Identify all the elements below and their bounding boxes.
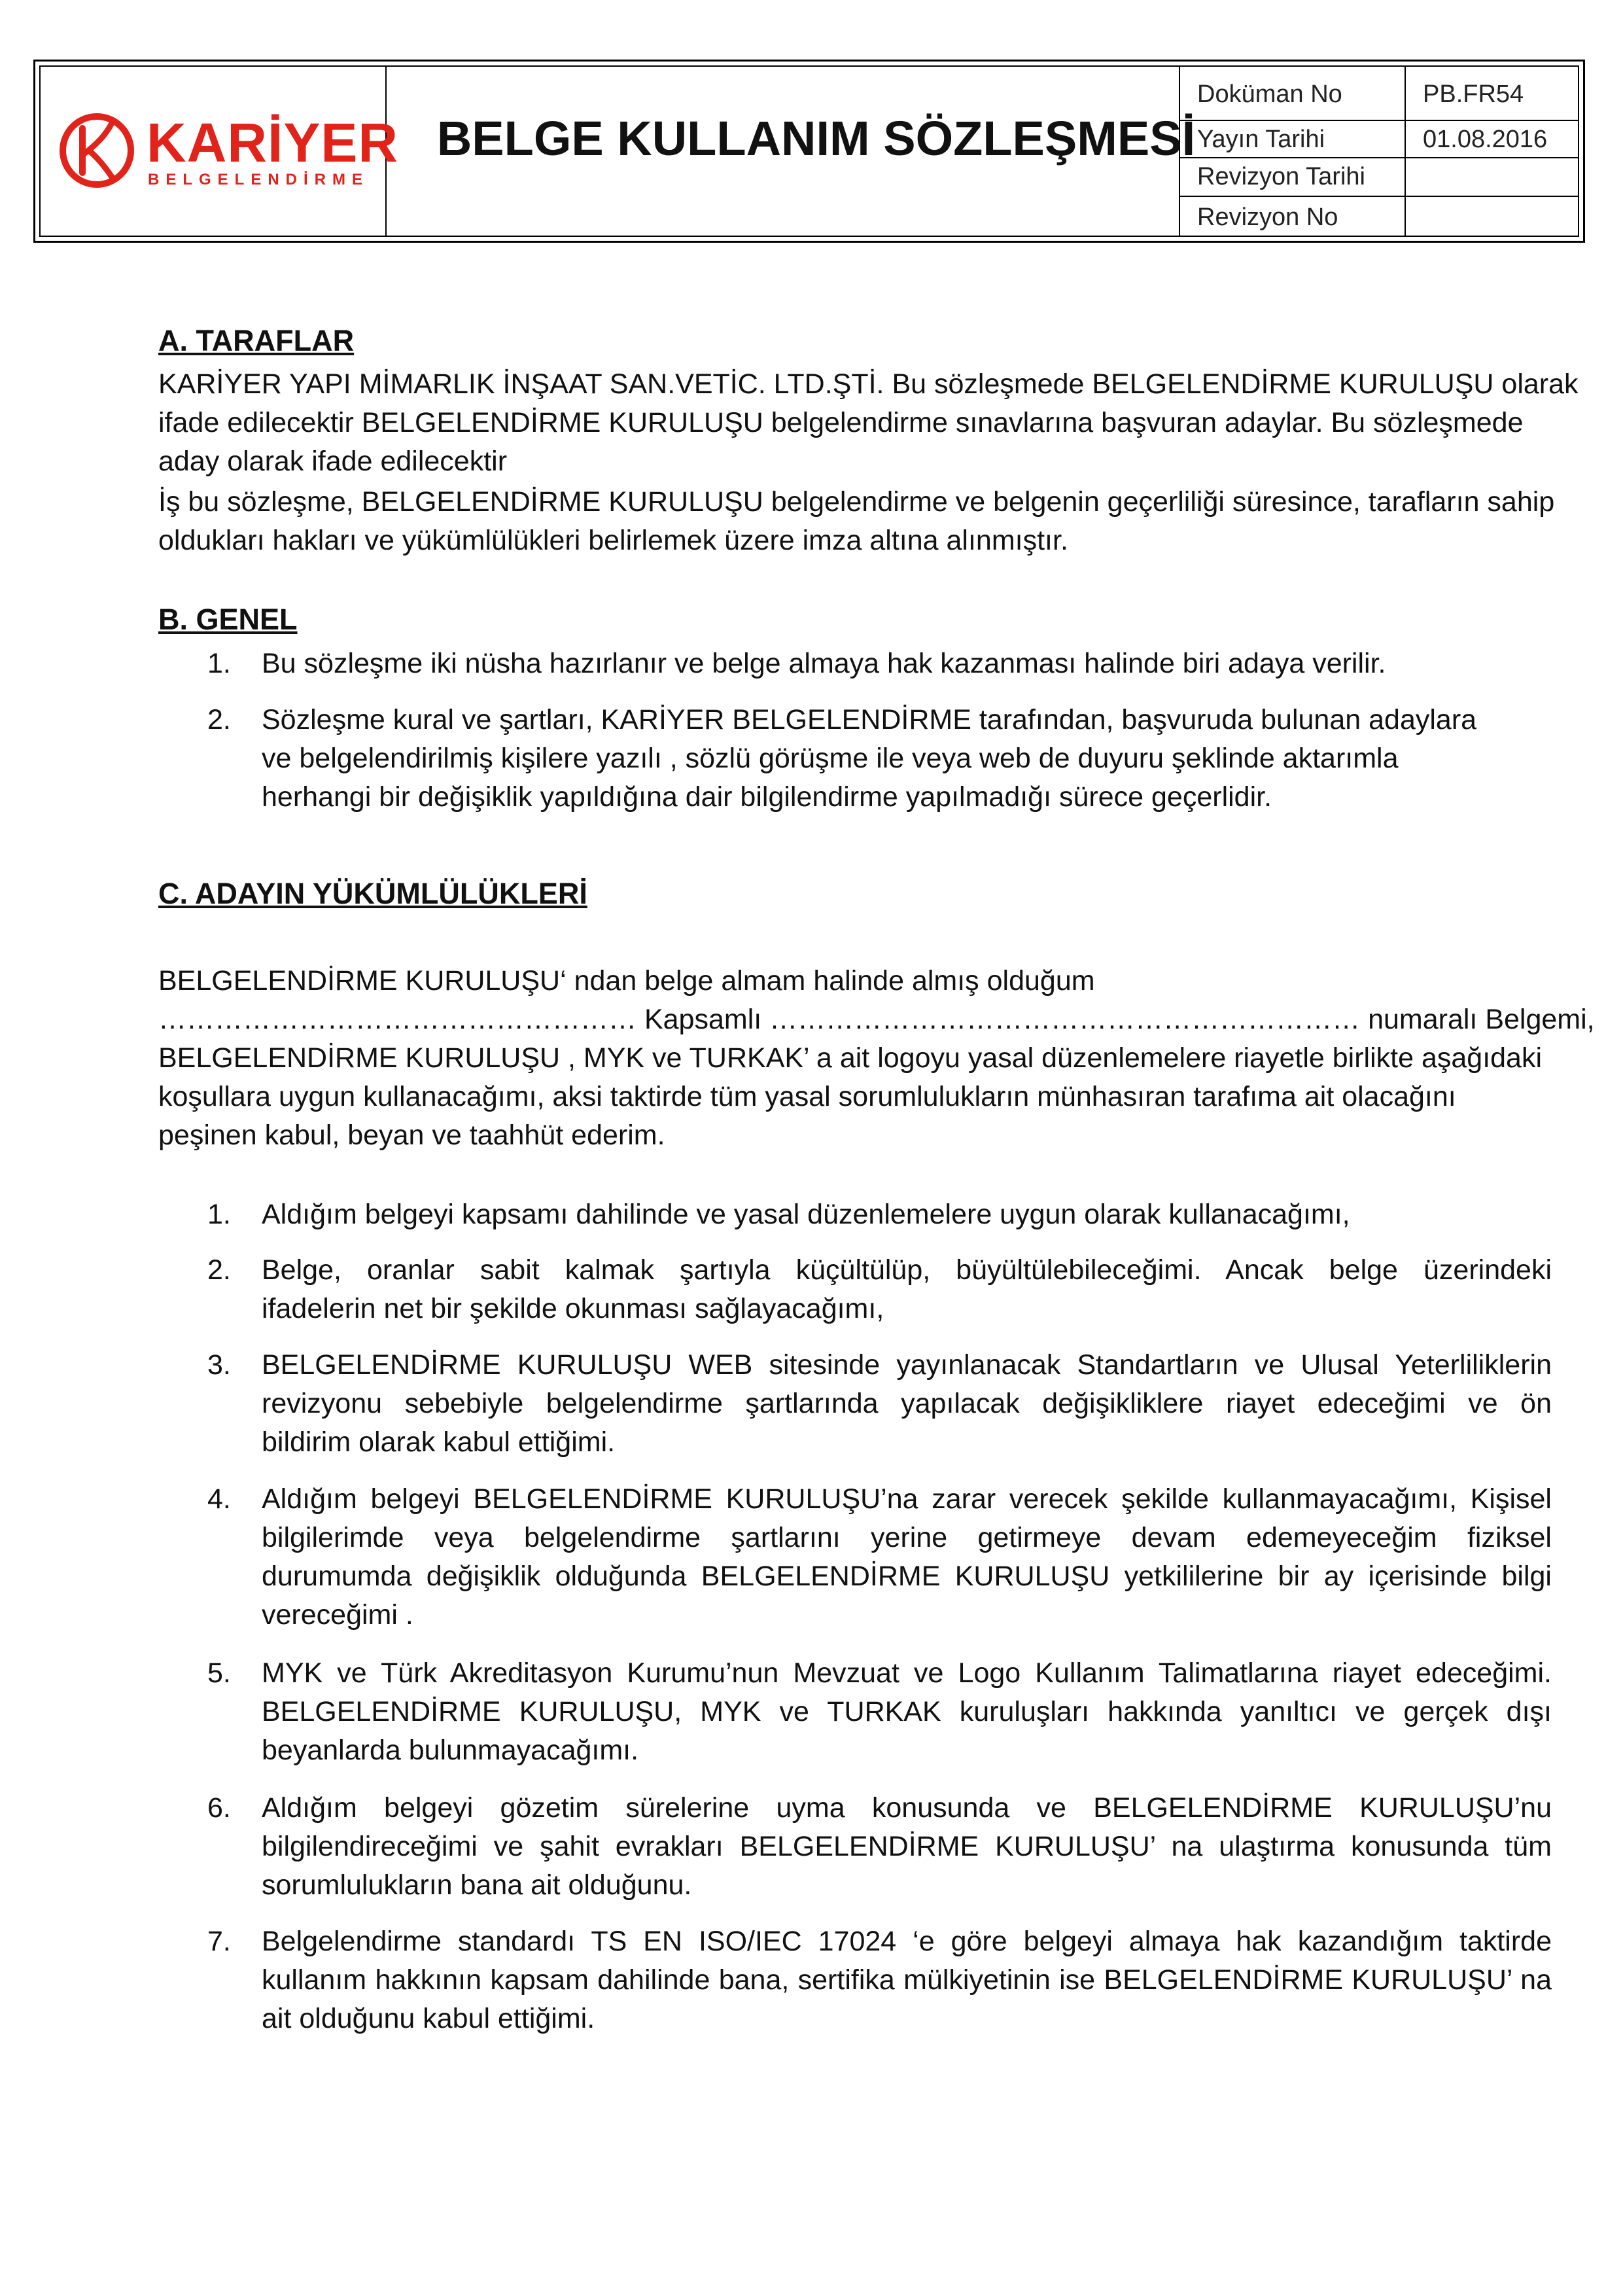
text-line: koşullara uygun kullanacağımı, aksi taktirde tüm yasal sorumlulukların münhasıran tarafıma ait olacağını [158, 1081, 1456, 1112]
item-number: 4. [207, 1483, 231, 1515]
logo-subtitle: BELGELENDİRME [148, 171, 370, 188]
text-line: İş bu sözleşme, BELGELENDİRME KURULUŞU belgelendirme ve belgenin geçerliliği süresince, tarafların sahip [158, 486, 1555, 518]
item-number: 7. [207, 1926, 231, 1957]
text-line: ifade edilecektir BELGELENDİRME KURULUŞU belgelendirme sınavlarına başvuran adaylar. Bu sözleşmede [158, 407, 1524, 438]
item-number: 1. [207, 648, 231, 679]
text-line: Sözleşme kural ve şartları, KARİYER BELGELENDİRME tarafından, başvuruda bulunan adaylara [262, 704, 1477, 735]
section-b-heading: B. GENEL [158, 603, 298, 636]
text-line: BELGELENDİRME KURULUŞU , MYK ve TURKAK’ a ait logoyu yasal düzenlemelere riayetle birlikte aşağıdaki [158, 1042, 1543, 1074]
text-line: ait olduğunu kabul ettiğimi. [262, 2003, 595, 2034]
item-number: 6. [207, 1792, 231, 1824]
text-line: herhangi bir değişiklik yapıldığına dair bilgilendirme yapılmadığı sürece geçerlidir. [262, 781, 1272, 813]
item-text [262, 1789, 1552, 1905]
text-line: Belgelendirme standardı TS EN ISO/IEC 17024 ‘e göre belgeyi almaya hak kazandığım taktirde [262, 1926, 1552, 1957]
text-line: KARİYER YAPI MİMARLIK İNŞAAT SAN.VETİC. LTD.ŞTİ. Bu sözleşmede BELGELENDİRME KURULUŞU olarak [158, 368, 1579, 400]
text-line: aday olarak ifade edilecektir [158, 446, 508, 477]
company-logo [56, 109, 399, 194]
text-line: Belge, oranlar sabit kalmak şartıyla küçültülüp, büyültülebileceğimi. Ancak belge üzerindeki [262, 1254, 1552, 1286]
text-line: bilgilendireceğimi ve şahit evrakları BELGELENDİRME KURULUŞU’ na ulaştırma konusunda tüm [262, 1831, 1552, 1862]
text-line: sorumlulukların bana ait olduğunu. [262, 1869, 692, 1901]
text-line: BELGELENDİRME KURULUŞU WEB sitesinde yayınlanacak Standartların ve Ulusal Yeterliliklerin [262, 1349, 1552, 1381]
text-line: peşinen kabul, beyan ve taahhüt ederim. [158, 1120, 665, 1151]
section-a-paragraph-2 [158, 483, 1555, 560]
publish-date-value: 01.08.2016 [1423, 126, 1548, 153]
text-line: Aldığım belgeyi BELGELENDİRME KURULUŞU’na zarar verecek şekilde kullanmayacağımı, Kişisel [262, 1483, 1552, 1515]
doc-no-label: Doküman No [1197, 80, 1342, 108]
text-line: ifadelerin net bir şekilde okunması sağlayacağımı, [262, 1293, 884, 1324]
item-text [262, 645, 1552, 683]
publish-date-label: Yayın Tarihi [1197, 126, 1325, 153]
item-number: 1. [207, 1199, 231, 1230]
text-line: revizyonu sebebiyle belgelendirme şartlarında yapılacak değişikliklere riayet edeceğimi ve ön [262, 1388, 1552, 1419]
text-line: bilgilerimde veya belgelendirme şartlarını yerine getirmeye devam edemeyeceğim fiziksel [262, 1522, 1552, 1553]
logo-wordmark: KARİYER [147, 112, 399, 173]
document-title: BELGE KULLANIM SÖZLEŞMESİ [436, 111, 1196, 166]
section-c-heading: C. ADAYIN YÜKÜMLÜLÜKLERİ [158, 877, 587, 910]
item-text [262, 1922, 1552, 2038]
item-text [262, 1251, 1552, 1328]
item-text [262, 1654, 1552, 1770]
text-line: MYK ve Türk Akreditasyon Kurumu’nun Mevzuat ve Logo Kullanım Talimatlarına riayet edeceğimi. [262, 1657, 1552, 1689]
section-a-paragraph-1 [158, 365, 1579, 481]
revision-no-label: Revizyon No [1197, 203, 1338, 231]
revision-date-label: Revizyon Tarihi [1197, 163, 1365, 190]
text-line: Aldığım belgeyi gözetim sürelerine uyma konusunda ve BELGELENDİRME KURULUŞU’nu [262, 1792, 1552, 1824]
item-number: 2. [207, 704, 231, 735]
item-number: 3. [207, 1349, 231, 1381]
k-emblem-icon [56, 110, 137, 191]
section-a-heading: A. TARAFLAR [158, 324, 355, 357]
text-line: bildirim olarak kabul ettiğimi. [262, 1426, 616, 1458]
item-number: 5. [207, 1657, 231, 1689]
item-number: 2. [207, 1254, 231, 1286]
text-line: …………………………………………… Kapsamlı ……………………………………………………… numaralı Belgemi, [158, 1004, 1595, 1035]
item-text [262, 1195, 1552, 1234]
text-line: kullanım hakkının kapsam dahilinde bana, sertifika mülkiyetinin ise BELGELENDİRME KURULUŞU’ na [262, 1964, 1552, 1996]
text-line: Aldığım belgeyi kapsamı dahilinde ve yasal düzenlemelere uygun olarak kullanacağımı, [262, 1199, 1350, 1230]
text-line: vereceğimi . [262, 1599, 413, 1631]
text-line: BELGELENDİRME KURULUŞU, MYK ve TURKAK kuruluşları hakkında yanıltıcı ve gerçek dışı [262, 1696, 1552, 1727]
item-text [262, 701, 1552, 817]
text-line: oldukları hakları ve yükümlülükleri belirlemek üzere imza altına alınmıştır. [158, 525, 1068, 556]
text-line: beyanlarda bulunmayacağımı. [262, 1735, 639, 1766]
section-c-intro [158, 962, 1595, 1155]
text-line: Bu sözleşme iki nüsha hazırlanır ve belge almaya hak kazanması halinde biri adaya verilir. [262, 648, 1386, 679]
doc-no-value: PB.FR54 [1423, 80, 1524, 108]
text-line: ve belgelendirilmiş kişilere yazılı , sözlü görüşme ile veya web de duyuru şeklinde aktarımla [262, 743, 1399, 774]
item-text [262, 1480, 1552, 1634]
item-text [262, 1346, 1552, 1462]
text-line: durumumda değişiklik olduğunda BELGELENDİRME KURULUŞU yetkililerine bir ay içerisinde bilgi [262, 1561, 1552, 1592]
document-header [33, 60, 1585, 243]
text-line: BELGELENDİRME KURULUŞU‘ ndan belge almam halinde almış olduğum [158, 965, 1095, 997]
